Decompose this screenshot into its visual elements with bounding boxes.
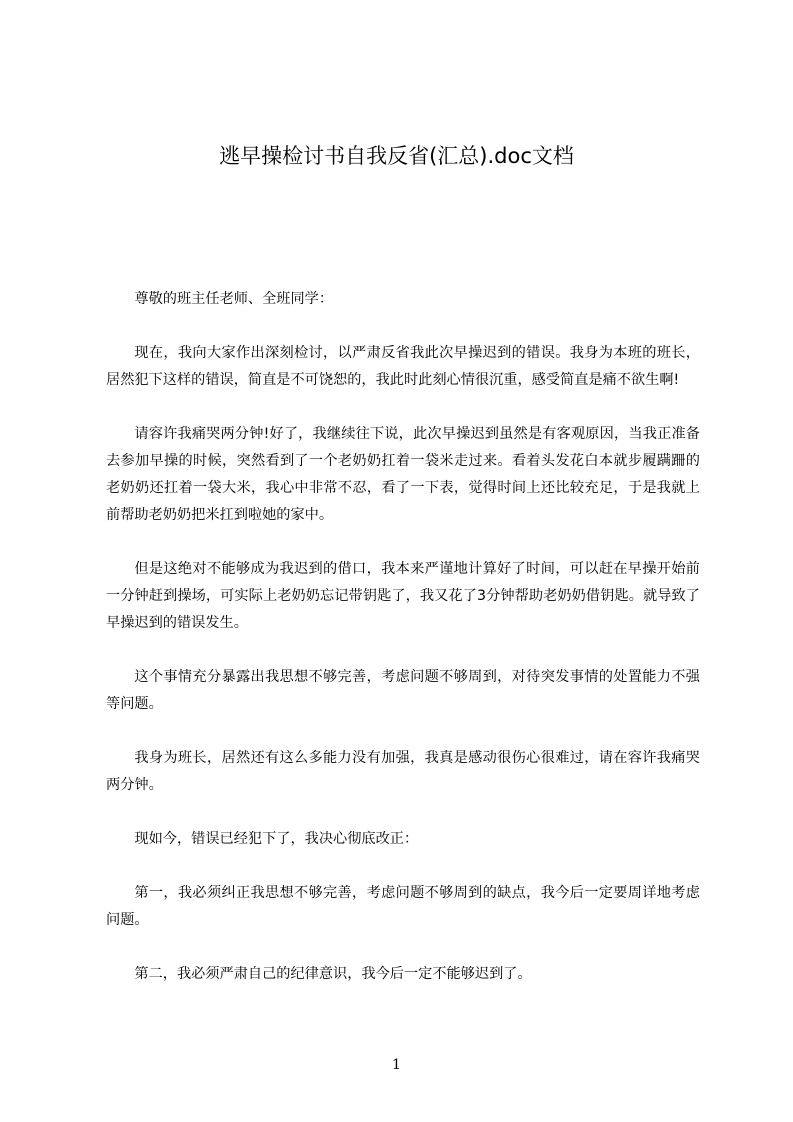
page-number: 1 xyxy=(392,1057,401,1073)
paragraph: 但是这绝对不能够成为我迟到的借口，我本来严谨地计算好了时间，可以赶在早操开始前一分钟赶到操场，可实际上老奶奶忘记带钥匙了，我又花了3分钟帮助老奶奶借钥匙。就导致了早操迟到的错误发生。 xyxy=(106,561,700,631)
paragraph: 请容许我痛哭两分钟!好了，我继续往下说，此次早操迟到虽然是有客观原因，当我正准备去参加早操的时候，突然看到了一个老奶奶扛着一袋米走过来。看着头发花白本就步履蹒跚的老奶奶还扛着一袋大米，我心中非常不忍，看了一下表，觉得时间上还比较充足，于是我就上前帮助老奶奶把米扛到啦她的家中。 xyxy=(106,426,700,523)
document-body xyxy=(106,286,700,1015)
paragraph: 现在，我向大家作出深刻检讨，以严肃反省我此次早操迟到的错误。我身为本班的班长，居然犯下这样的错误，简直是不可饶恕的，我此时此刻心情很沉重，感受简直是痛不欲生啊! xyxy=(106,345,700,388)
paragraph: 现如今，错误已经犯下了，我决心彻底改正： xyxy=(134,831,419,847)
paragraph: 这个事情充分暴露出我思想不够完善，考虑问题不够周到，对待突发事情的处置能力不强等问题。 xyxy=(106,669,700,712)
paragraph: 第一，我必须纠正我思想不够完善，考虑问题不够周到的缺点，我今后一定要周详地考虑问题。 xyxy=(106,885,700,928)
document-title: 逃早操检讨书自我反省(汇总).doc文档 xyxy=(219,144,574,168)
paragraph: 第二，我必须严肃自己的纪律意识，我今后一定不能够迟到了。 xyxy=(134,966,532,982)
paragraph: 我身为班长，居然还有这么多能力没有加强，我真是感动很伤心很难过，请在容许我痛哭两分钟。 xyxy=(106,750,700,793)
paragraph-salutation: 尊敬的班主任老师、全班同学： xyxy=(134,291,334,307)
